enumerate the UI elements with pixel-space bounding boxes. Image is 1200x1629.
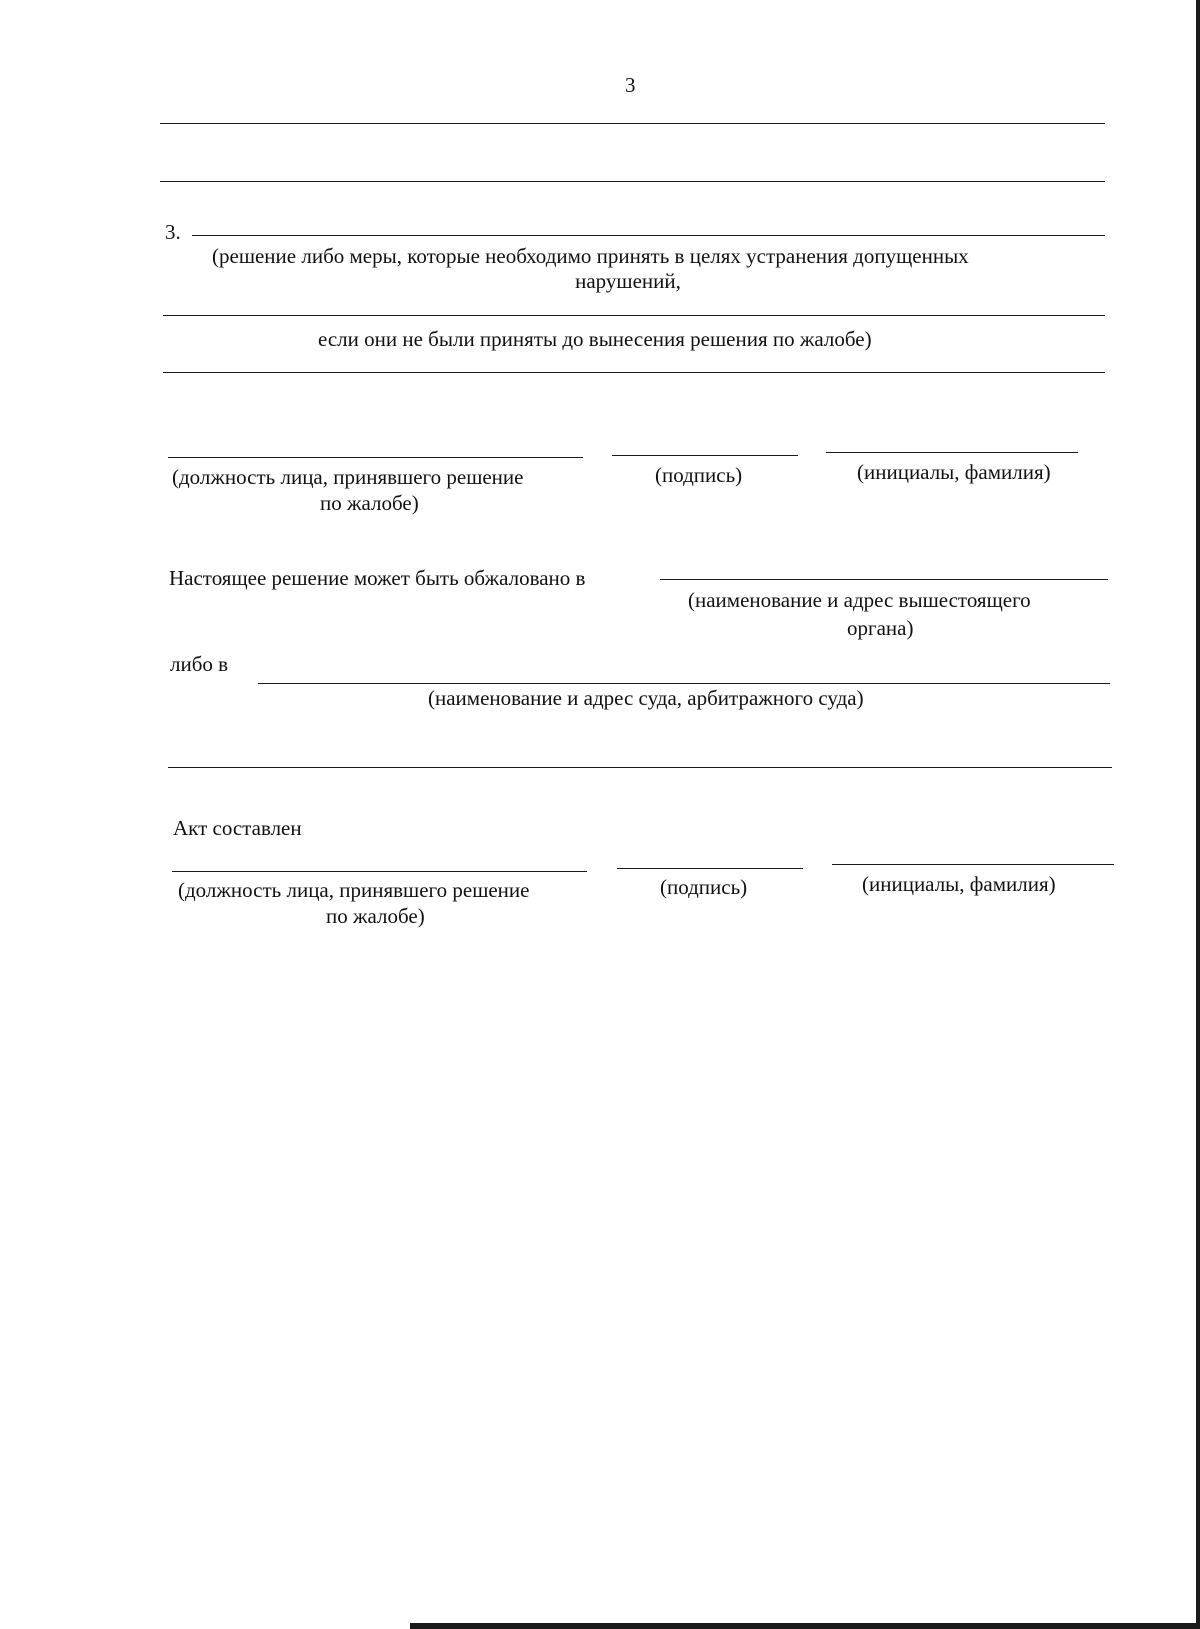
higher-body-caption-line2: органа) [847,616,914,640]
position-line [168,457,583,458]
appeal-text: Настоящее решение может быть обжаловано в [169,566,586,590]
name-caption: (инициалы, фамилия) [862,872,1056,896]
blank-line [160,181,1105,182]
section-number: 3. [165,220,181,244]
or-label: либо в [170,652,229,676]
name-caption: (инициалы, фамилия) [857,460,1051,484]
position-caption-line2: по жалобе) [320,491,419,515]
blank-line [163,372,1105,373]
name-line [832,864,1114,865]
position-caption-line1: (должность лица, принявшего решение [178,878,530,902]
court-caption: (наименование и адрес суда, арбитражного суда) [428,686,864,710]
section3-caption-line2: нарушений, [575,269,681,293]
name-line [826,452,1078,453]
signature-line [612,455,798,456]
higher-body-line [660,579,1108,580]
signature-line [617,868,803,869]
position-caption-line1: (должность лица, принявшего решение [172,465,524,489]
section3-caption-line1: (решение либо меры, которые необходимо принять в целях устранения допущенных [212,244,969,268]
position-caption-line2: по жалобе) [326,904,425,928]
page-number: 3 [625,73,636,97]
scan-edge-bottom [410,1623,1200,1629]
position-line [172,871,587,872]
section3-caption-line3: если они не были приняты до вынесения решения по жалобе) [318,327,872,351]
blank-line [168,767,1112,768]
act-label: Акт составлен [173,816,302,840]
signature-caption: (подпись) [660,875,748,899]
higher-body-caption-line1: (наименование и адрес вышестоящего [688,588,1031,612]
signature-caption: (подпись) [655,463,743,487]
blank-line [163,315,1105,316]
scan-edge-right [1196,0,1200,1629]
fill-line-section3 [192,235,1105,236]
blank-line [160,123,1105,124]
court-line [258,683,1110,684]
